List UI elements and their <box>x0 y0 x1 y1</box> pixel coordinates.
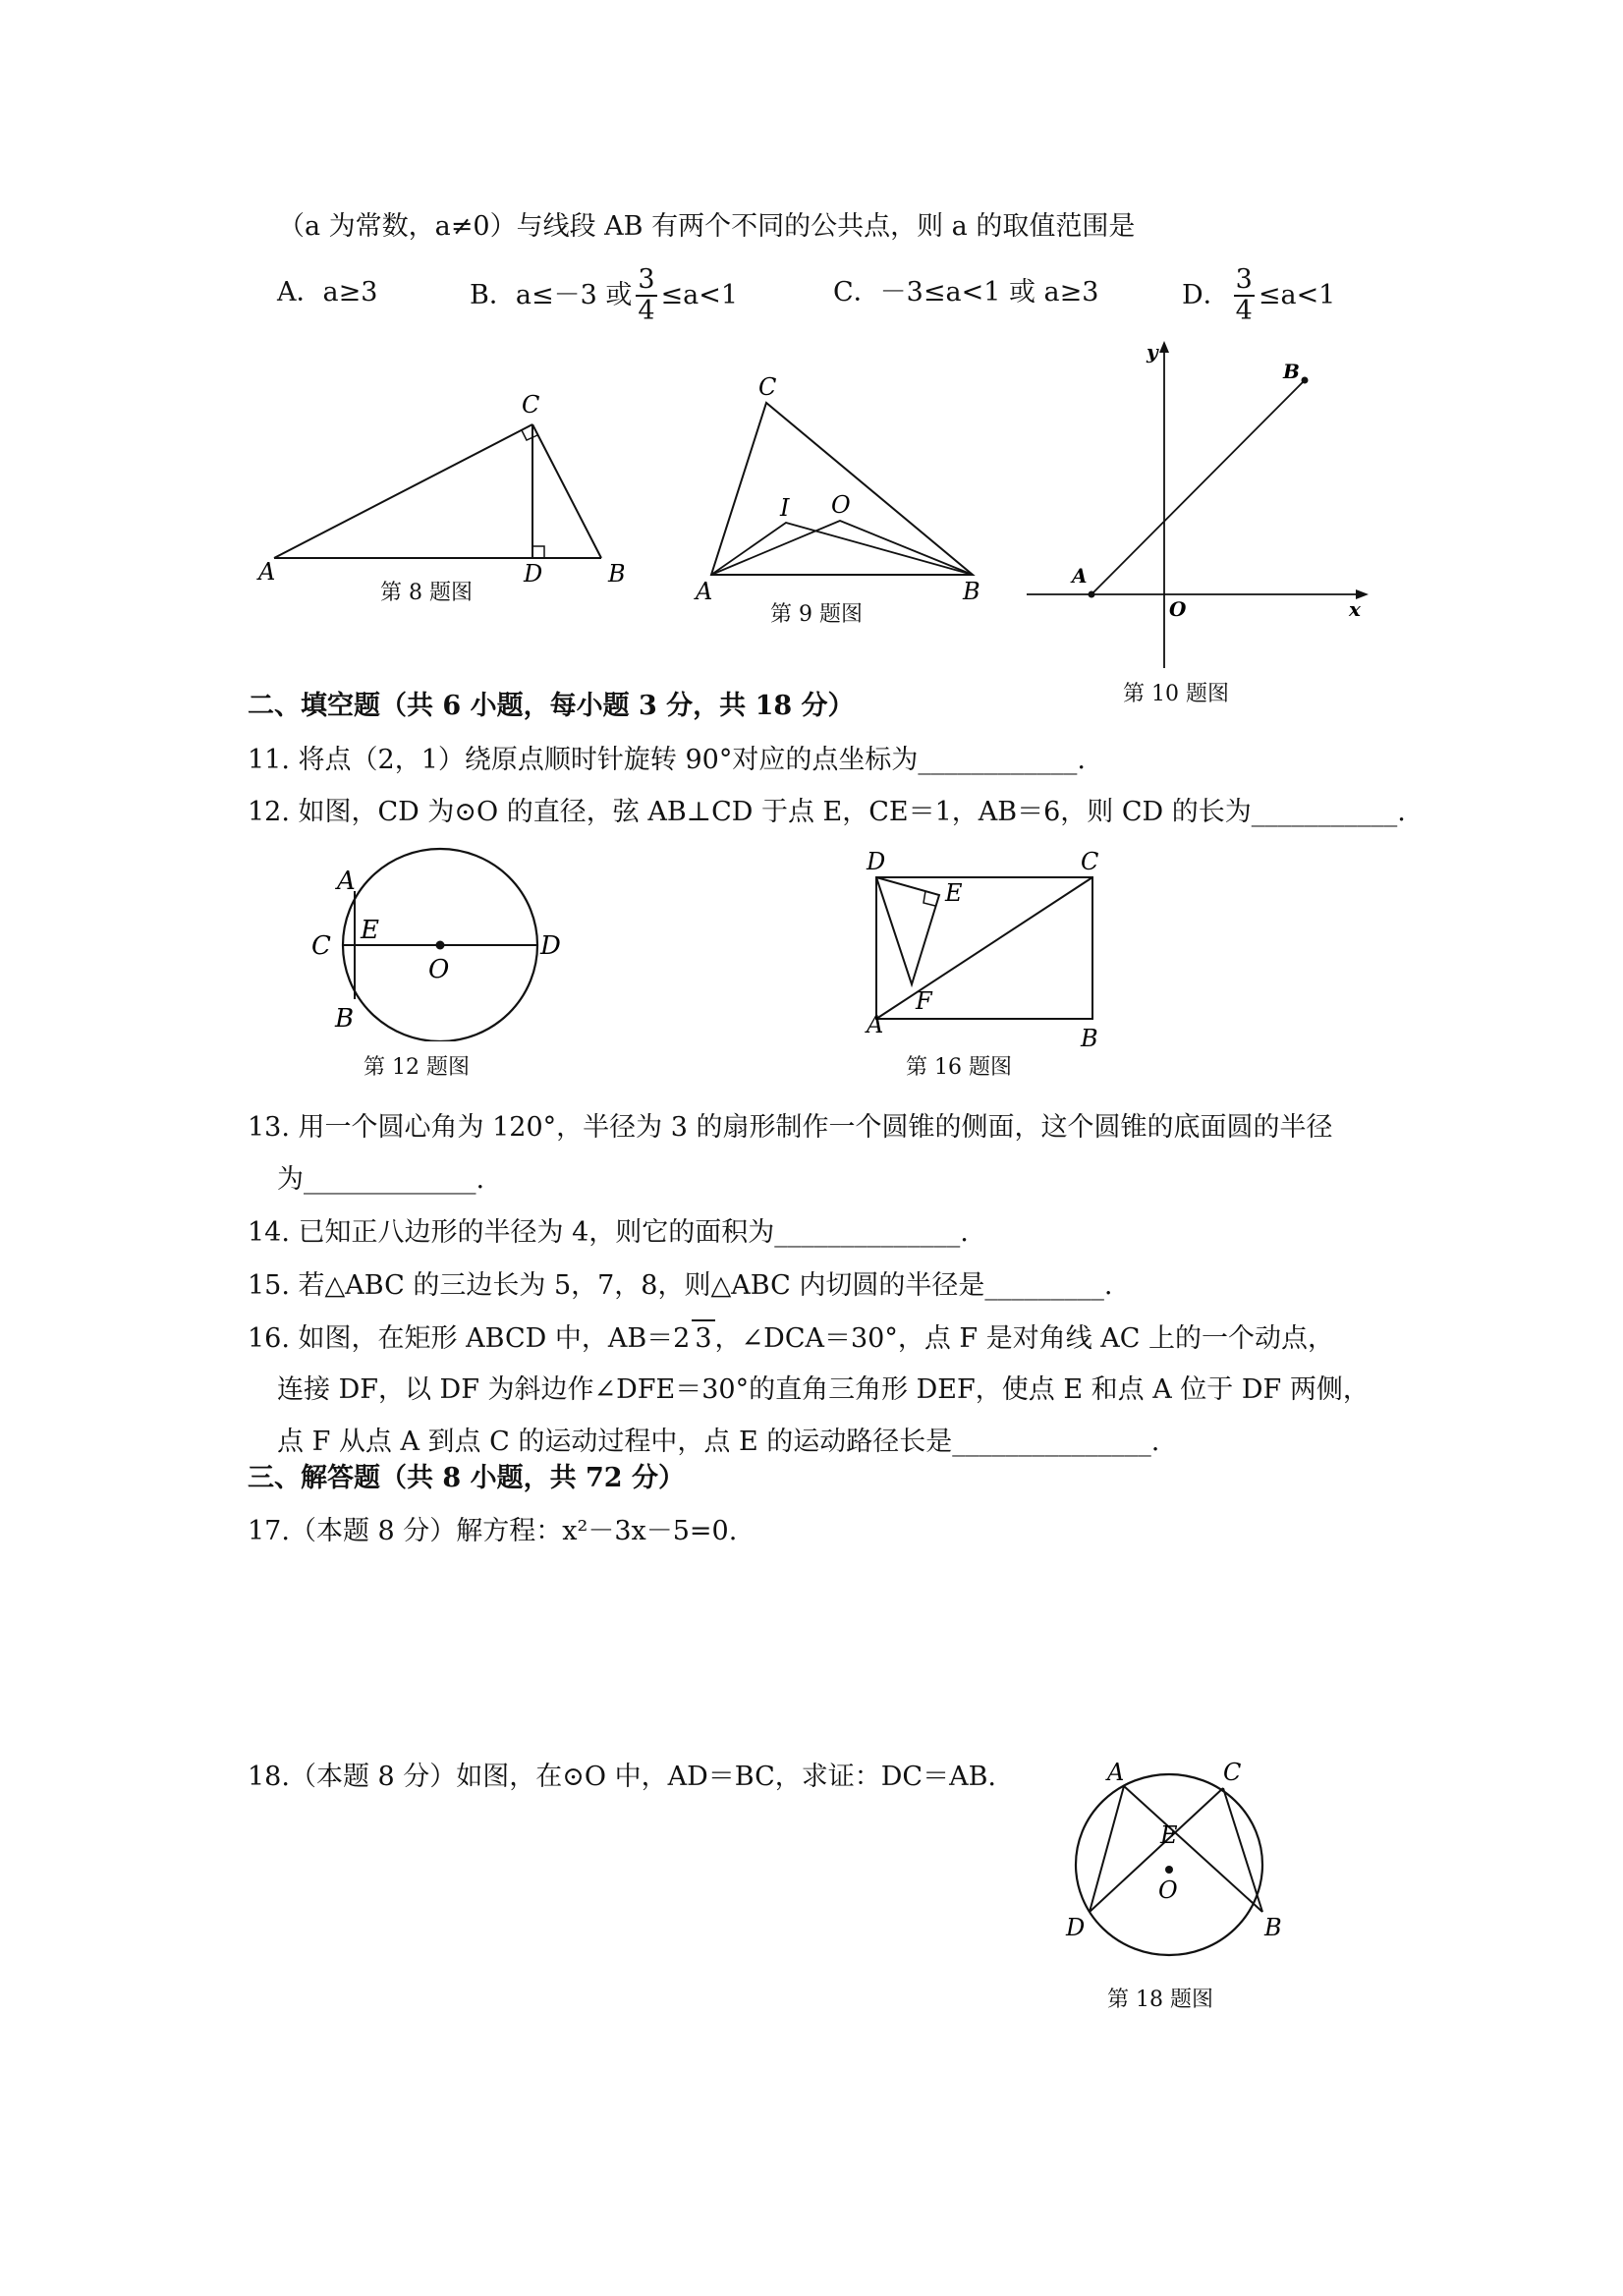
label-y: y <box>1147 340 1158 364</box>
question-11: 11. 将点（2，1）绕原点顺时针旋转 90°对应的点坐标为____________. <box>248 745 1086 775</box>
question-16-post: ，∠DCA＝30°，点 F 是对角线 AC 上的一个动点， <box>714 1323 1335 1354</box>
label-d: D <box>1066 1914 1086 1941</box>
figure-8-diagram <box>251 383 624 609</box>
figure-8-caption: 第 8 题图 <box>380 581 473 605</box>
option-b-fraction <box>636 265 656 326</box>
figure-18 <box>1056 1749 1292 2024</box>
chord-cd <box>1090 1788 1223 1912</box>
label-b: B <box>1264 1914 1282 1941</box>
figure-10-diagram <box>1017 339 1390 673</box>
label-d: D <box>524 560 543 588</box>
option-d <box>1182 257 1335 334</box>
section-3-title: 三、解答题（共 8 小题，共 72 分） <box>248 1463 685 1493</box>
label-i: I <box>780 494 790 522</box>
diagonal-ac <box>876 877 1092 1019</box>
option-b-pre: a≤－3 或 <box>515 280 633 310</box>
option-c-text: －3≤a<1 或 a≥3 <box>879 277 1099 308</box>
label-e: E <box>361 916 379 945</box>
label-b: B <box>335 1004 355 1034</box>
option-d-label: D． <box>1182 280 1230 310</box>
option-a <box>277 275 377 310</box>
circle-o <box>1076 1774 1262 1955</box>
option-d-numerator: 3 <box>1235 264 1253 295</box>
label-f: F <box>916 987 932 1015</box>
option-d-denominator: 4 <box>1235 296 1253 326</box>
chord-ad <box>1090 1786 1124 1912</box>
label-o: O <box>1158 1876 1178 1904</box>
label-b: B <box>1283 360 1300 383</box>
label-b: B <box>963 578 980 599</box>
question-16-line-3: 点 F 从点 A 到点 C 的运动过程中，点 E 的运动路径长是_______________. <box>277 1427 1160 1457</box>
label-c: C <box>1223 1759 1242 1786</box>
figure-12 <box>300 840 594 1086</box>
figure-12-caption: 第 12 题图 <box>364 1055 470 1080</box>
option-b-numerator: 3 <box>638 264 655 295</box>
label-b: B <box>608 560 624 588</box>
figure-9-caption: 第 9 题图 <box>770 602 863 627</box>
triangle-abc <box>711 403 973 575</box>
question-13-line-2: 为_____________. <box>277 1164 485 1195</box>
path-aib <box>711 523 973 575</box>
point-a <box>1089 591 1095 598</box>
label-a: A <box>696 578 713 599</box>
y-axis-arrow <box>1159 341 1169 353</box>
question-18: 18.（本题 8 分）如图，在⊙O 中，AD＝BC，求证：DC＝AB. <box>248 1762 996 1792</box>
question-16-pre: 16. 如图，在矩形 ABCD 中，AB＝2 <box>248 1323 691 1354</box>
label-e: E <box>1160 1821 1178 1849</box>
question-12: 12. 如图，CD 为⊙O 的直径，弦 AB⊥CD 于点 E，CE＝1，AB＝6，则 CD 的长为___________. <box>248 797 1406 827</box>
figure-16-caption: 第 16 题图 <box>906 1055 1012 1080</box>
right-angle-mark-c <box>522 430 537 440</box>
option-d-fraction <box>1234 265 1255 326</box>
segment-ac <box>274 424 532 558</box>
sqrt-3: 3 <box>692 1319 714 1357</box>
label-c: C <box>311 931 331 961</box>
triangle-dfe <box>876 877 939 984</box>
label-c: C <box>758 373 777 401</box>
segment-ab <box>1091 380 1305 594</box>
label-o: O <box>1169 597 1187 621</box>
question-17: 17.（本题 8 分）解方程：x²－3x－5=0. <box>248 1516 738 1546</box>
label-a: A <box>1072 564 1088 588</box>
question-15: 15. 若△ABC 的三边长为 5，7，8，则△ABC 内切圆的半径是_________. <box>248 1270 1113 1301</box>
figure-10 <box>1017 339 1390 722</box>
question-16-line-2: 连接 DF，以 DF 为斜边作∠DFE＝30°的直角三角形 DEF，使点 E 和点 A 位于 DF 两侧， <box>277 1374 1370 1405</box>
label-a: A <box>867 1011 884 1038</box>
label-o: O <box>831 491 851 519</box>
label-o: O <box>428 955 450 984</box>
option-d-post: ≤a<1 <box>1258 280 1336 310</box>
option-b <box>470 257 738 334</box>
option-a-label: A． <box>277 277 323 308</box>
figure-16-diagram <box>855 840 1130 1051</box>
figure-10-caption: 第 10 题图 <box>1123 682 1229 706</box>
option-b-denominator: 4 <box>638 296 655 326</box>
label-x: x <box>1349 597 1361 621</box>
option-b-label: B． <box>470 280 516 310</box>
label-c: C <box>1081 848 1099 875</box>
label-d: D <box>867 848 886 875</box>
option-c-label: C． <box>833 277 880 308</box>
figure-18-caption: 第 18 题图 <box>1107 1988 1213 2012</box>
figure-9-diagram <box>688 373 1002 599</box>
label-c: C <box>522 391 540 419</box>
point-b <box>1302 377 1309 384</box>
label-d: D <box>540 931 561 961</box>
figure-12-diagram <box>300 840 594 1041</box>
label-a: A <box>1107 1759 1125 1786</box>
label-a: A <box>337 867 356 896</box>
center-o <box>436 941 445 950</box>
label-b: B <box>1081 1025 1098 1051</box>
question-16-line-1 <box>248 1319 1334 1357</box>
label-a: A <box>258 558 276 586</box>
label-e: E <box>945 879 963 907</box>
segment-cb <box>532 424 601 558</box>
question-10-stem: （a 为常数，a≠0）与线段 AB 有两个不同的公共点，则 a 的取值范围是 <box>278 211 1136 242</box>
figure-8 <box>251 383 624 609</box>
right-angle-mark-d <box>532 546 544 558</box>
figure-16 <box>855 840 1130 1086</box>
section-2-title: 二、填空题（共 6 小题，每小题 3 分，共 18 分） <box>248 691 855 721</box>
figure-18-diagram <box>1056 1749 1292 1965</box>
figure-9 <box>688 373 1002 639</box>
question-14: 14. 已知正八边形的半径为 4，则它的面积为______________. <box>248 1217 969 1248</box>
option-a-text: a≥3 <box>322 277 378 308</box>
option-c <box>833 275 1098 310</box>
option-b-post: ≤a<1 <box>660 280 739 310</box>
question-13-line-1: 13. 用一个圆心角为 120°，半径为 3 的扇形制作一个圆锥的侧面，这个圆锥的底面圆的半径 <box>248 1112 1333 1143</box>
center-o <box>1165 1866 1173 1874</box>
